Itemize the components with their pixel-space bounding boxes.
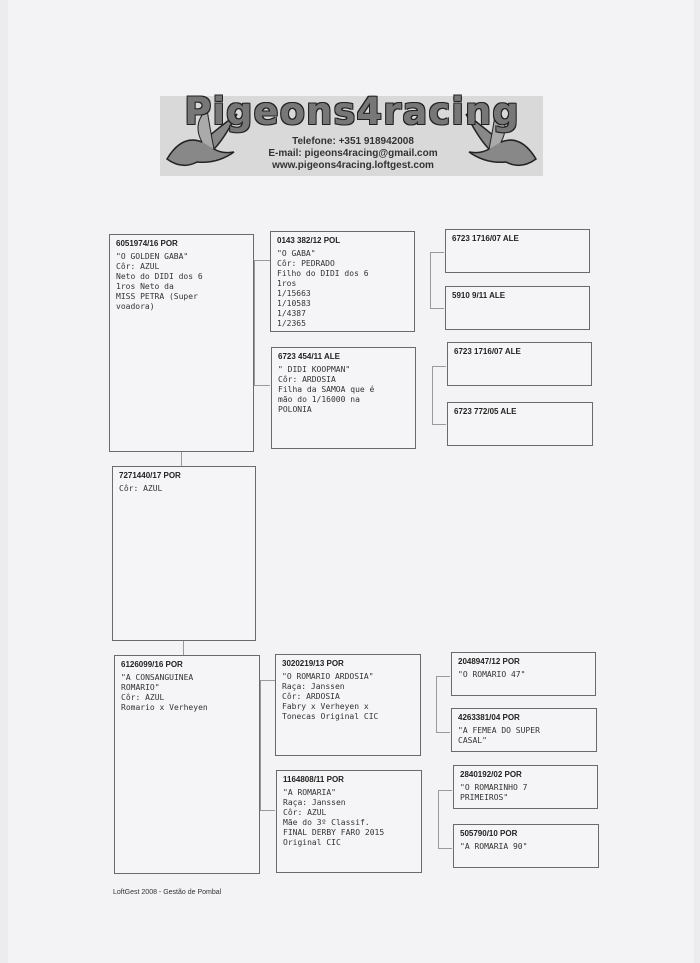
bird-info: "A CONSANGUINEA ROMARIO" Côr: AZUL Romario x Verheyen [121, 673, 208, 712]
pedigree-box-gs1 [445, 229, 590, 273]
logo-banner [160, 90, 543, 176]
pedigree-box-gs5 [451, 652, 596, 696]
bird-info: "O GOLDEN GABA" Côr: AZUL Neto do DIDI dos 6 1ros Neto da MISS PETRA (Super voadora) [116, 252, 203, 311]
ring-number: 505790/10 POR [460, 829, 518, 838]
website-text: www.pigeons4racing.loftgest.com [272, 160, 434, 171]
pedigree-box-sire-2 [275, 654, 421, 756]
pedigree-box-gs6 [451, 708, 597, 752]
connector [432, 366, 446, 367]
pedigree-box-middle [112, 466, 256, 641]
ring-number: 3020219/13 POR [282, 659, 344, 668]
ring-number: 0143 382/12 POL [277, 236, 341, 245]
bird-info: Côr: AZUL [119, 484, 163, 493]
bird-info: "A ROMARIA" Raça: Janssen Côr: AZUL Mãe do 3º Classif. FINAL DERBY FARO 2015 Original CIC [283, 788, 385, 847]
pedigree-box-gs8 [453, 824, 599, 868]
pedigree-box-gs7 [453, 765, 598, 809]
pedigree-box-dam-2 [276, 770, 422, 873]
connector [436, 732, 450, 733]
pedigree-box-sire [270, 231, 415, 332]
phone-text: Telefone: +351 918942008 [292, 136, 414, 147]
ring-number: 2048947/12 POR [458, 657, 520, 666]
connector [260, 680, 261, 810]
bird-info: "O ROMARIO 47" [458, 670, 526, 679]
connector [254, 260, 270, 261]
connector [432, 424, 446, 425]
ring-number: 6723 454/11 ALE [278, 352, 340, 361]
pedigree-box-subject-bottom [114, 655, 260, 874]
connector [254, 385, 270, 386]
ring-number: 6723 1716/07 ALE [454, 347, 521, 356]
connector [436, 676, 437, 732]
connector [254, 260, 255, 385]
ring-number: 6051974/16 POR [116, 239, 178, 248]
connector [438, 848, 452, 849]
bird-info: "A ROMARIA 90" [460, 842, 528, 851]
connector [432, 366, 433, 424]
pedigree-box-subject-top [109, 234, 254, 452]
connector [436, 676, 450, 677]
logo-text: Pigeons4racing [184, 90, 520, 133]
ring-number: 2840192/02 POR [460, 770, 522, 779]
connector [438, 790, 452, 791]
connector [183, 641, 184, 655]
bird-info: " DIDI KOOPMAN" Côr: ARDOSIA Filha da SAMOA que é mão do 1/16000 na POLONIA [278, 365, 375, 414]
pedigree-box-gs3 [447, 342, 592, 386]
ring-number: 6126099/16 POR [121, 660, 183, 669]
connector [181, 452, 182, 466]
ring-number: 4263381/04 POR [458, 713, 520, 722]
connector [430, 252, 444, 253]
pedigree-box-dam [271, 347, 416, 449]
ring-number: 6723 1716/07 ALE [452, 234, 519, 243]
bird-info: "O ROMARINHO 7 PRIMEIROS" [460, 783, 528, 802]
ring-number: 6723 772/05 ALE [454, 407, 517, 416]
pedigree-box-gs4 [447, 402, 593, 446]
ring-number: 7271440/17 POR [119, 471, 181, 480]
pedigree-box-gs2 [445, 286, 590, 330]
connector [430, 252, 431, 308]
footer-text: LoftGest 2008 - Gestão de Pombal [113, 889, 222, 896]
connector [430, 308, 444, 309]
connector [260, 680, 275, 681]
connector [438, 790, 439, 848]
bird-info: "O ROMARIO ARDOSIA" Raça: Janssen Côr: ARDOSIA Fabry x Verheyen x Tonecas Original CIC [282, 672, 379, 721]
ring-number: 1164808/11 POR [283, 775, 344, 784]
email-text: E-mail: pigeons4racing@gmail.com [268, 148, 438, 159]
bird-info: "A FEMEA DO SUPER CASAL" [458, 726, 540, 745]
bird-info: "O GABA" Côr: PEDRADO Filho do DIDI dos 6 1ros 1/15663 1/10583 1/4387 1/2365 [277, 249, 369, 328]
connector [260, 810, 275, 811]
ring-number: 5910 9/11 ALE [452, 291, 506, 300]
